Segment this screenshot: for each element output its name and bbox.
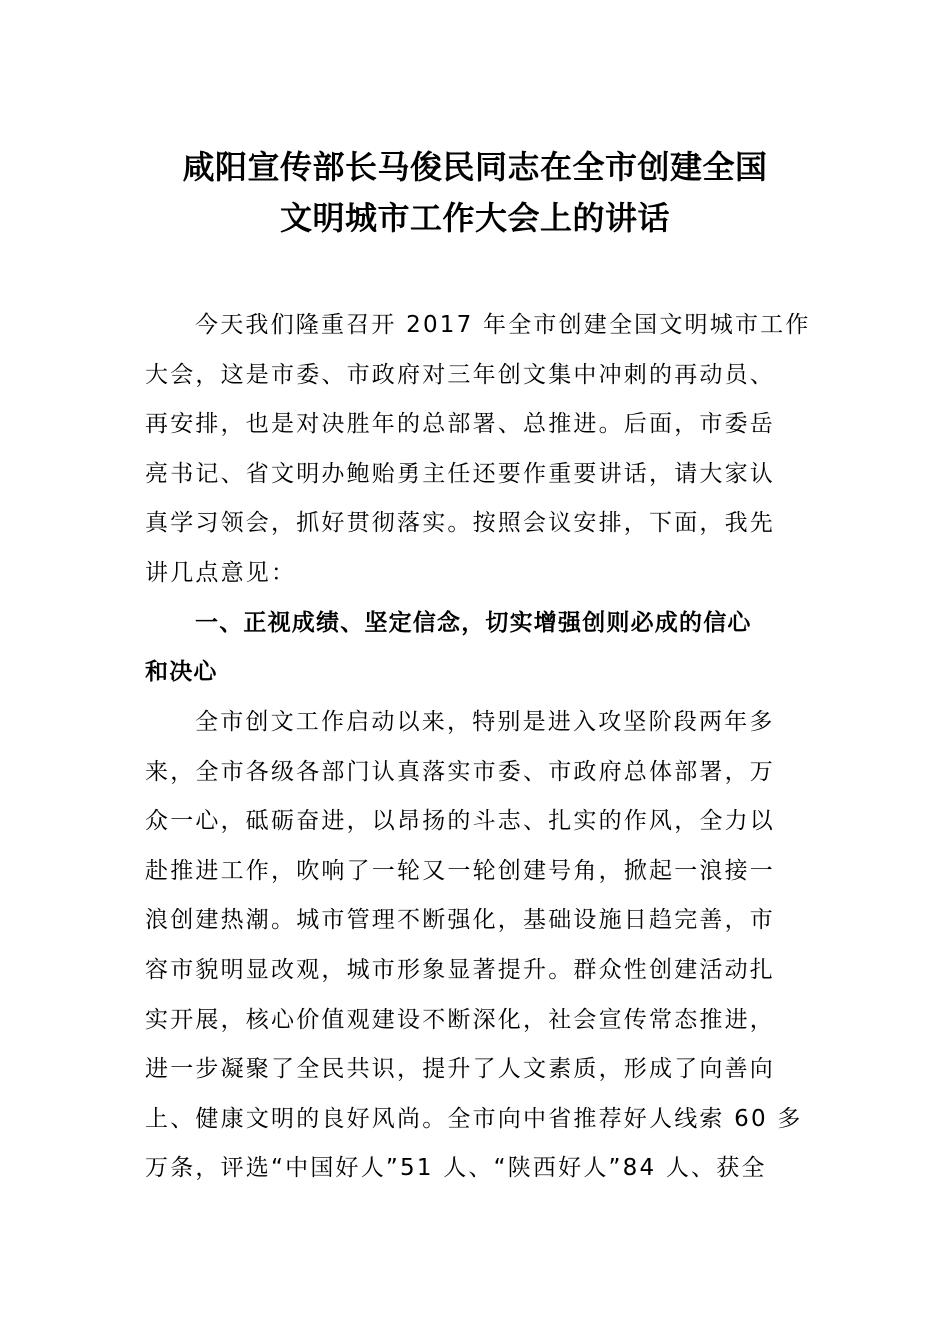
paragraph-1-line-3: 再安排，也是对决胜年的总部署、总推进。后面，市委岳	[145, 411, 775, 437]
paragraph-2-line-2: 来，全市各级各部门认真落实市委、市政府总体部署，万	[145, 759, 775, 785]
paragraph-2-line-4: 赴推进工作，吹响了一轮又一轮创建号角，掀起一浪接一	[145, 858, 775, 884]
paragraph-2-line-5: 浪创建热潮。城市管理不断强化，基础设施日趋完善，市	[145, 907, 775, 933]
paragraph-2-line-7: 实开展，核心价值观建设不断深化，社会宣传常态推进，	[145, 1007, 775, 1033]
paragraph-2-line-8: 进一步凝聚了全民共识，提升了人文素质，形成了向善向	[145, 1056, 775, 1082]
paragraph-1-line-2: 大会，这是市委、市政府对三年创文集中冲刺的再动员、	[145, 362, 775, 388]
section-heading-1-line-2: 和决心	[145, 659, 218, 685]
paragraph-1-line-4: 亮书记、省文明办鲍贻勇主任还要作重要讲话，请大家认	[145, 461, 775, 487]
paragraph-1-line-6: 讲几点意见：	[145, 560, 297, 586]
section-heading-1-line-1: 一、正视成绩、坚定信念，切实增强创则必成的信心	[195, 610, 752, 636]
document-title-line-2: 文明城市工作大会上的讲话	[279, 199, 670, 237]
paragraph-2-line-9: 上、健康文明的良好风尚。全市向中省推荐好人线索 60 多	[145, 1106, 803, 1132]
paragraph-2-line-1: 全市创文工作启动以来，特别是进入攻坚阶段两年多	[195, 709, 775, 735]
paragraph-1-line-1: 今天我们隆重召开 2017 年全市创建全国文明城市工作	[195, 312, 811, 338]
paragraph-2-line-3: 众一心，砥砺奋进，以昂扬的斗志、扎实的作风，全力以	[145, 808, 775, 834]
paragraph-2-line-10: 万条，评选“中国好人”51 人、“陕西好人”84 人、获全	[145, 1155, 767, 1181]
paragraph-2-line-6: 容市貌明显改观，城市形象显著提升。群众性创建活动扎	[145, 957, 775, 983]
document-title-line-1: 咸阳宣传部长马俊民同志在全市创建全国	[182, 148, 768, 186]
paragraph-1-line-5: 真学习领会，抓好贯彻落实。按照会议安排，下面，我先	[145, 510, 775, 536]
